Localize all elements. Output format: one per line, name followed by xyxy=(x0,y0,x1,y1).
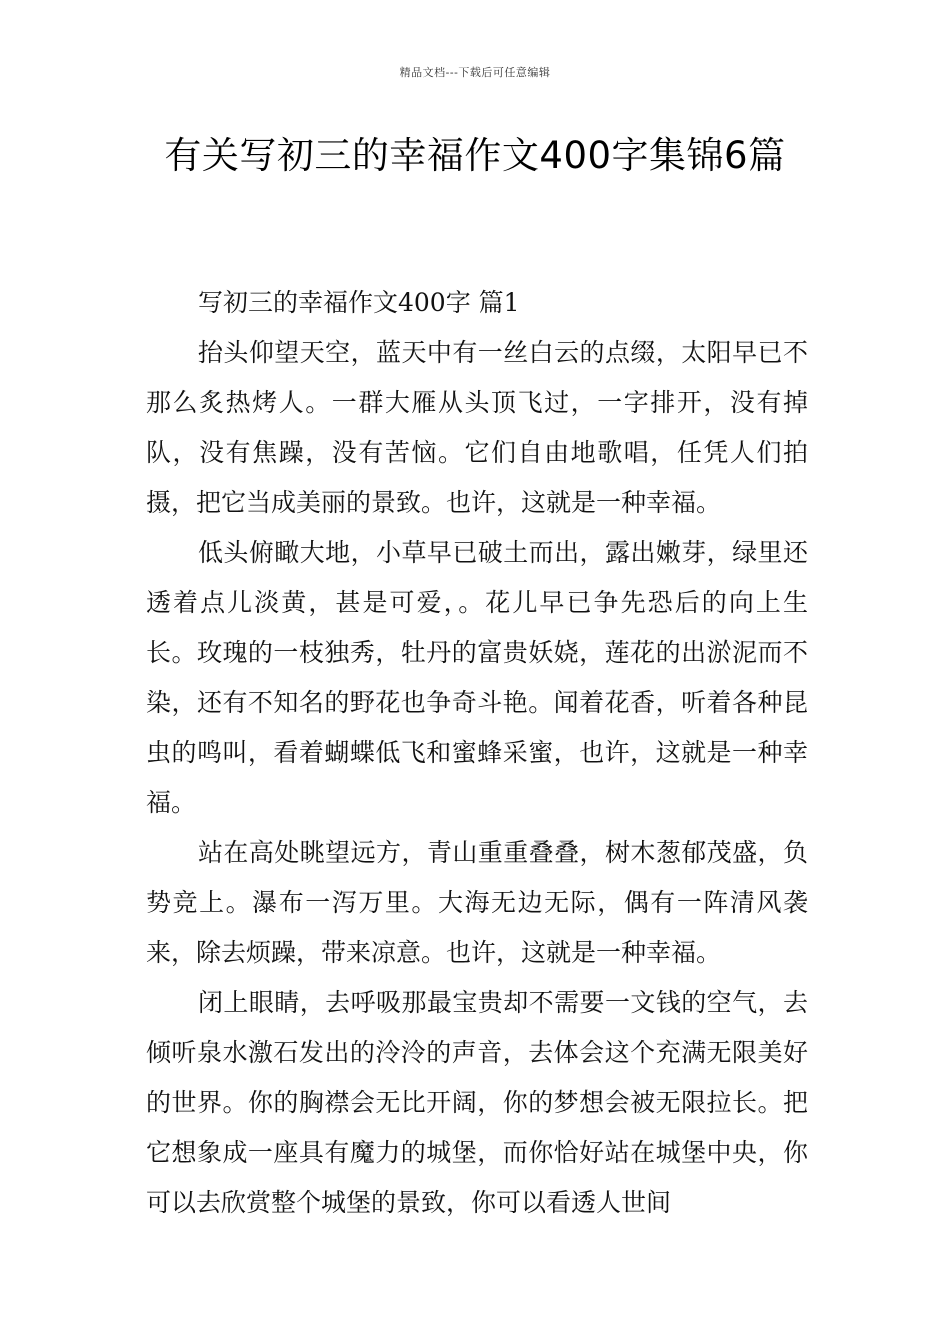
paragraph-4: 闭上眼睛，去呼吸那最宝贵却不需要一文钱的空气，去倾听泉水激石发出的泠泠的声音，去体会这个充满无限美好的世界。你的胸襟会无比开阔，你的梦想会被无限拉长。把它想象成一座具有魔力的城堡，而你恰好站在城堡中央，你可以去欣赏整个城堡的景致，你可以看透人世间 xyxy=(146,988,808,1217)
article-body xyxy=(146,278,808,1228)
paragraph-2: 低头俯瞰大地，小草早已破土而出，露出嫩芽，绿里还透着点儿淡黄，甚是可爱，。花儿早已争先恐后的向上生长。玫瑰的一枝独秀，牡丹的富贵妖娆，莲花的出淤泥而不染，还有不知名的野花也争奇斗艳。闻着花香，听着各种昆虫的鸣叫，看着蝴蝶低飞和蜜蜂采蜜，也许，这就是一种幸福。 xyxy=(146,538,808,817)
section-heading: 写初三的幸福作文400字 篇1 xyxy=(198,288,520,317)
paragraph-1: 抬头仰望天空，蓝天中有一丝白云的点缀，太阳早已不那么炙热烤人。一群大雁从头顶飞过，一字排开，没有掉队，没有焦躁，没有苦恼。它们自由地歌唱，任凭人们拍摄，把它当成美丽的景致。也许，这就是一种幸福。 xyxy=(146,338,808,517)
document-title: 有关写初三的幸福作文400字集锦6篇 xyxy=(164,134,786,177)
paragraph-3: 站在高处眺望远方，青山重重叠叠，树木葱郁茂盛，负势竞上。瀑布一泻万里。大海无边无际，偶有一阵清风袭来，除去烦躁，带来凉意。也许，这就是一种幸福。 xyxy=(146,838,808,967)
header-note: 精品文档---下载后可任意编辑 xyxy=(399,66,551,79)
